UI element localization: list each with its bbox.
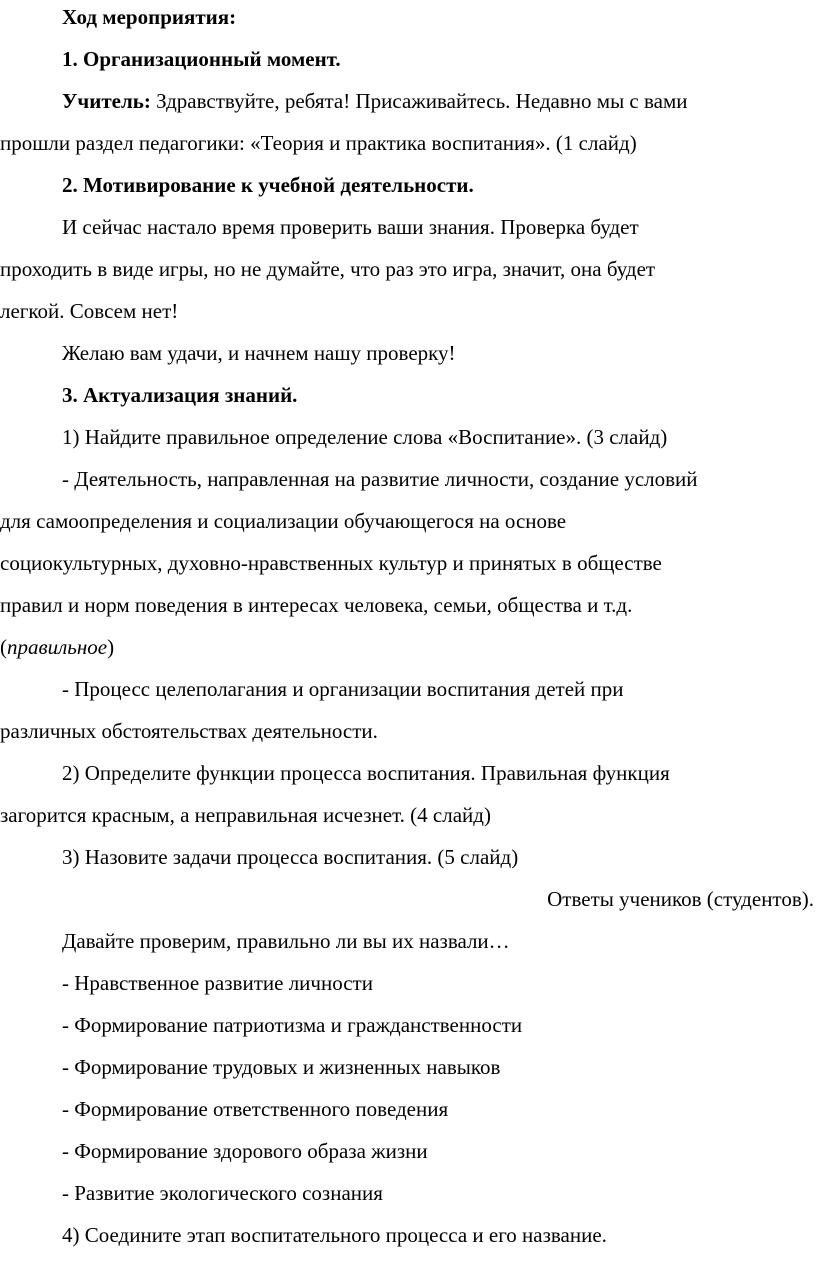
- option-2-line-1: - Процесс целеполагания и организации воспитания детей при: [62, 677, 624, 701]
- check-line: Давайте проверим, правильно ли вы их назвали…: [62, 929, 510, 953]
- option-1-correct-mark: (правильное): [0, 635, 115, 659]
- section-2-title: 2. Мотивирование к учебной деятельности.: [62, 173, 474, 197]
- task-item: - Формирование трудовых и жизненных навыков: [62, 1055, 501, 1079]
- task-item: - Нравственное развитие личности: [62, 971, 373, 995]
- task-item: - Формирование ответственного поведения: [62, 1097, 449, 1121]
- teacher-paragraph-line-2: прошли раздел педагогики: «Теория и практика воспитания». (1 слайд): [0, 131, 637, 155]
- answers-note: Ответы учеников (студентов).: [547, 887, 814, 911]
- task-item: - Развитие экологического сознания: [62, 1181, 383, 1205]
- option-1-line-4: правил и норм поведения в интересах человека, семьи, общества и т.д.: [0, 593, 633, 617]
- task-item: - Формирование здорового образа жизни: [62, 1139, 428, 1163]
- option-1-line-2: для самоопределения и социализации обучающегося на основе: [0, 509, 567, 533]
- option-1-line-3: социокультурных, духовно-нравственных культур и принятых в обществе: [0, 551, 662, 575]
- option-1-line-1: - Деятельность, направленная на развитие личности, создание условий: [62, 467, 698, 491]
- section-2-line-1: И сейчас настало время проверить ваши знания. Проверка будет: [62, 215, 639, 239]
- section-2-line-3: легкой. Совсем нет!: [0, 299, 179, 323]
- question-1: 1) Найдите правильное определение слова «Воспитание». (3 слайд): [62, 425, 668, 449]
- section-2-line-4: Желаю вам удачи, и начнем нашу проверку!: [62, 341, 456, 365]
- question-2-line-2: загорится красным, а неправильная исчезнет. (4 слайд): [0, 803, 491, 827]
- question-2-line-1: 2) Определите функции процесса воспитания. Правильная функция: [62, 761, 670, 785]
- task-item: - Формирование патриотизма и гражданственности: [62, 1013, 523, 1037]
- option-2-line-2: различных обстоятельствах деятельности.: [0, 719, 378, 743]
- section-2-line-2: проходить в виде игры, но не думайте, что раз это игра, значит, она будет: [0, 257, 656, 281]
- document-heading: Ход мероприятия:: [62, 5, 237, 29]
- section-3-title: 3. Актуализация знаний.: [62, 383, 298, 407]
- question-3: 3) Назовите задачи процесса воспитания. (5 слайд): [62, 845, 519, 869]
- section-1-title: 1. Организационный момент.: [62, 47, 341, 71]
- question-4: 4) Соедините этап воспитательного процесса и его название.: [62, 1223, 607, 1247]
- teacher-paragraph-line-1: Учитель: Здравствуйте, ребята! Присаживайтесь. Недавно мы с вами: [62, 89, 688, 113]
- teacher-label: Учитель:: [62, 89, 151, 113]
